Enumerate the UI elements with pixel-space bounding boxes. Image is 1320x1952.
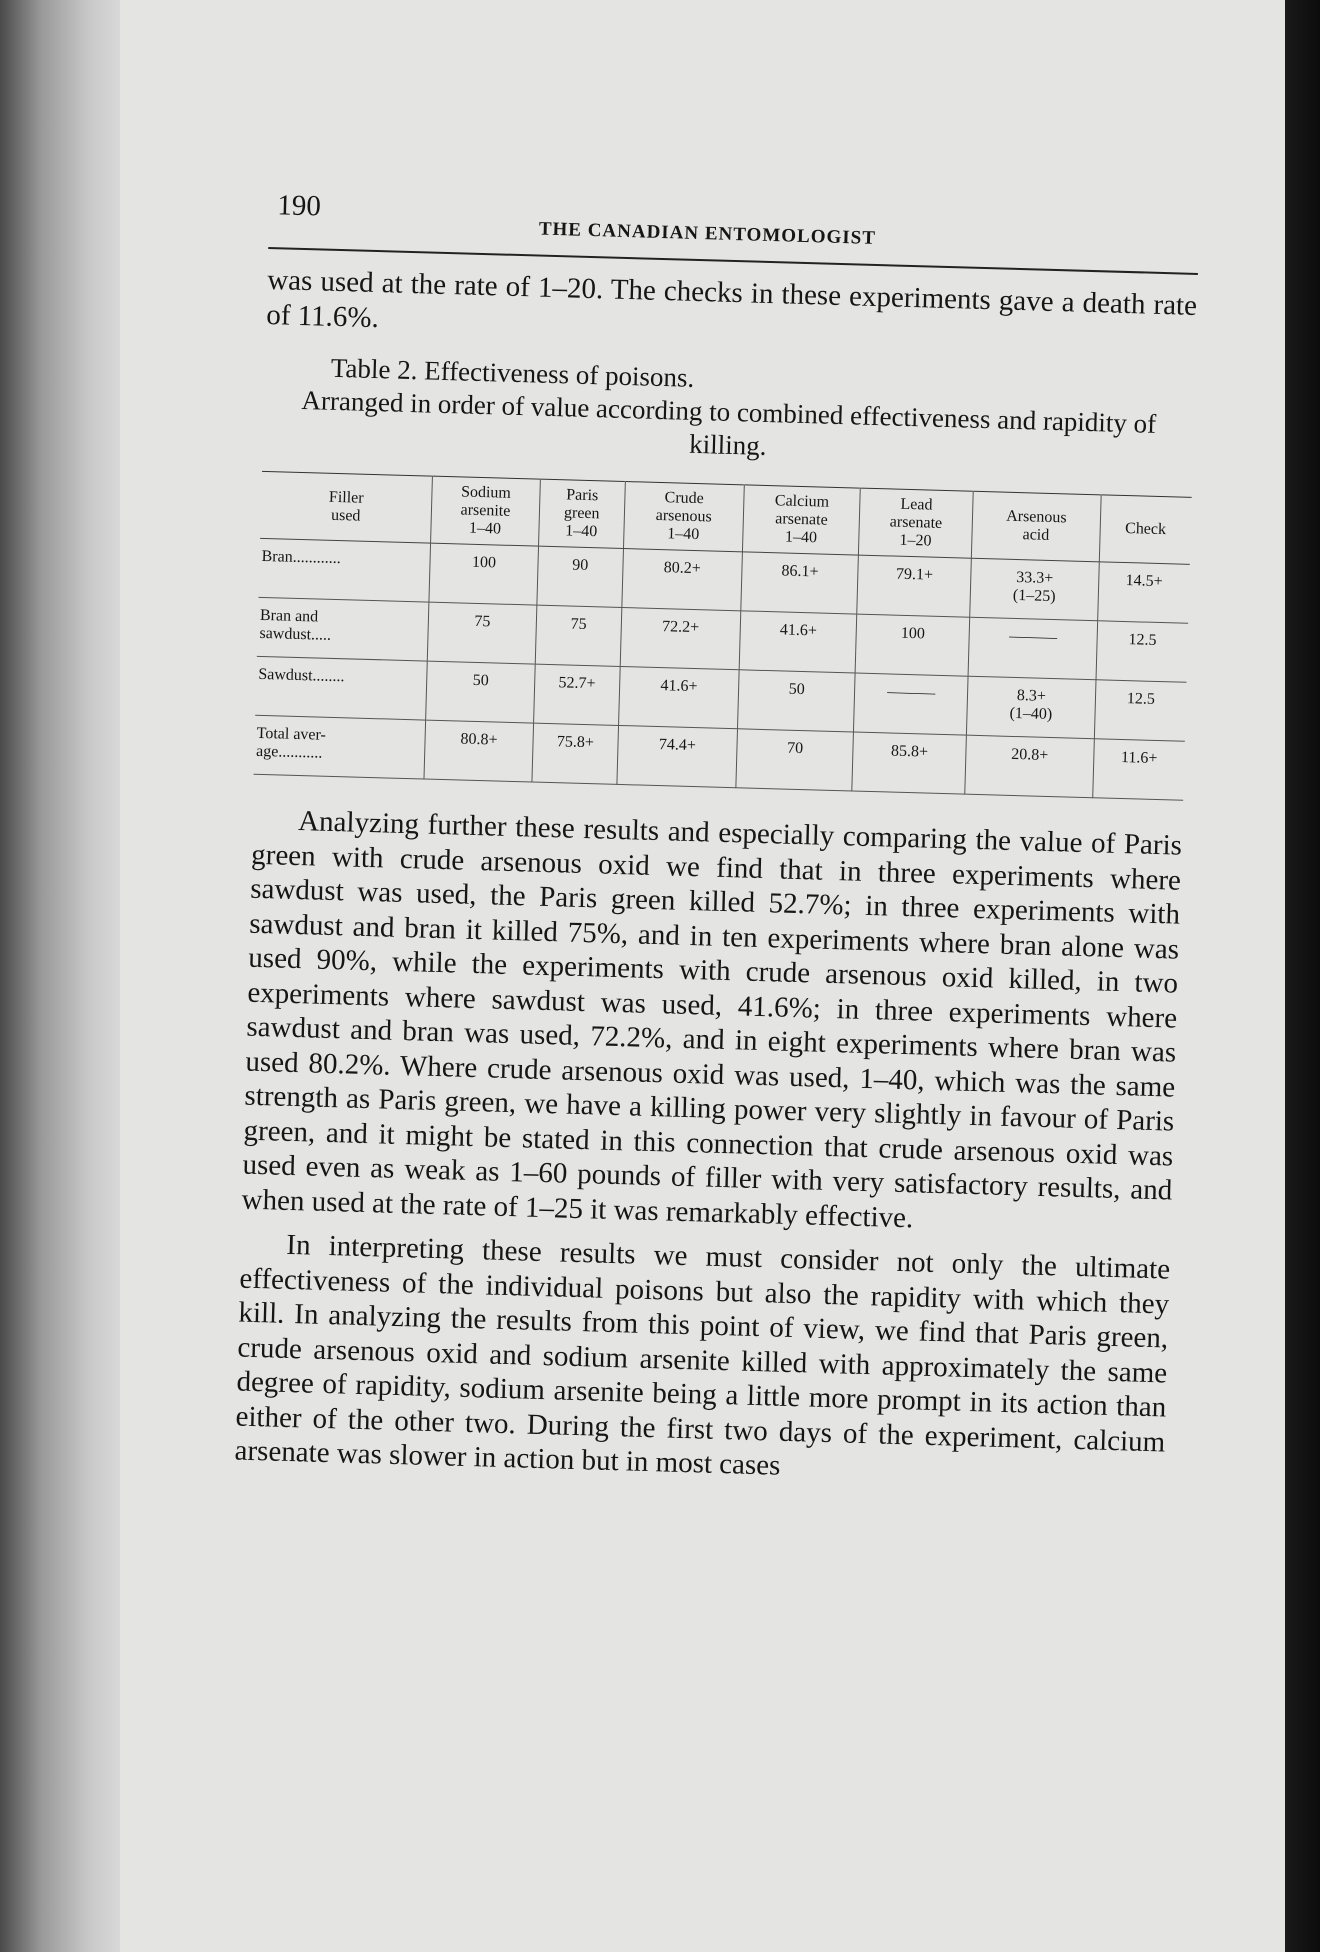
cell-value: 100: [471, 553, 497, 572]
cell-value: 75: [570, 615, 587, 634]
table-caption: [263, 350, 1195, 475]
table-cell: [738, 670, 856, 732]
results-discussion: [234, 803, 1182, 1494]
table-cell: [970, 558, 1099, 621]
column-header-line: arsenous: [655, 506, 712, 526]
column-header-line: 1–20: [899, 531, 932, 550]
column-header-line: arsenate: [889, 513, 943, 532]
opening-paragraph: [266, 263, 1198, 358]
column-header: [1099, 495, 1192, 565]
cell-value: 90: [572, 556, 589, 575]
row-label-line: Total aver-: [256, 724, 327, 744]
cell-value: 20.8+: [1011, 745, 1049, 764]
table-cell: [621, 549, 742, 611]
table-cell: [965, 735, 1094, 798]
column-header: [260, 471, 432, 543]
column-header: [539, 479, 625, 548]
column-header: [623, 482, 744, 552]
table-cell: [426, 661, 536, 723]
column-header-line: 1–40: [666, 525, 700, 544]
table-cell: [855, 614, 969, 676]
table-cell: [620, 607, 741, 669]
row-label-line: Bran............: [261, 547, 341, 568]
table-cell: [741, 552, 859, 614]
column-header-line: Check: [1124, 520, 1167, 539]
column-header-line: arsenate: [775, 510, 828, 529]
table-cell: [537, 546, 623, 607]
cell-value: 75: [474, 612, 491, 631]
table-subtitle: Arranged in order of value according to combined effectiveness and rapidity of killing.: [301, 384, 1157, 461]
effectiveness-table: [254, 471, 1192, 801]
table-cell: [1096, 621, 1188, 683]
table-cell: [532, 723, 618, 784]
table-cell: [968, 617, 1097, 680]
column-header-line: Crude: [664, 489, 705, 508]
table-body: [254, 538, 1190, 800]
column-header: [971, 491, 1100, 562]
page-edge: [1285, 0, 1320, 1952]
column-header-line: 1–40: [565, 522, 598, 541]
table-cell: [857, 555, 971, 617]
page-number: 190: [276, 189, 322, 223]
cell-value: 14.5+: [1125, 572, 1163, 591]
table-cell: [427, 602, 537, 664]
table-title: Table 2. Effectiveness of poisons.: [330, 352, 695, 393]
table-cell: [534, 664, 620, 725]
cell-note: (1–40): [1009, 704, 1053, 724]
opening-text: was used at the rate of 1–20. The checks in these experiments gave a death rate of 11.6%.: [265, 263, 1198, 334]
cell-value: 100: [900, 624, 926, 643]
column-header-line: 1–40: [784, 528, 818, 547]
cell-value: ———: [1008, 627, 1058, 647]
cell-value: 75.8+: [556, 733, 595, 752]
row-label: [254, 715, 426, 779]
page-content: [234, 185, 1199, 1494]
table-cell: [736, 729, 854, 791]
table-cell: [1097, 562, 1189, 624]
row-label-line: Bran and: [259, 606, 319, 626]
column-header: [431, 476, 541, 546]
cell-note: (1–25): [1012, 586, 1056, 606]
table-cell: [616, 725, 737, 787]
cell-value: 80.8+: [460, 730, 498, 749]
cell-value: 72.2+: [661, 618, 700, 637]
table-cell: [424, 720, 534, 782]
cell-value: 70: [786, 739, 804, 758]
column-header-line: Filler: [328, 488, 364, 507]
body-paragraph: In interpreting these results we must consider not only the ultimate effectiveness of the individual poisons but also the rapidity with which they kill. In analyzing the results from this point of view, we find that Paris green, crude arsenous oxid and sodium arsenite killed with approximately the same degree of rapidity, sodium arsenite being a little more prompt in its action than either of the other two. During the first two days of the experiment, calcium arsenate was slower in action but in most cases: [234, 1228, 1171, 1482]
column-header-line: Lead: [900, 495, 933, 514]
row-label-line: sawdust.....: [259, 624, 332, 644]
cell-value: 50: [788, 680, 805, 699]
column-header-line: Calcium: [774, 492, 830, 511]
running-title: THE CANADIAN ENTOMOLOGIST: [538, 218, 877, 249]
cell-value: 11.6+: [1120, 748, 1158, 767]
cell-value: 80.2+: [663, 559, 702, 578]
column-header-line: arsenite: [460, 501, 511, 520]
table-cell: [535, 605, 621, 666]
cell-value: 85.8+: [890, 742, 929, 761]
row-label: [258, 538, 430, 602]
row-label: [257, 597, 429, 661]
table-cell: [739, 611, 857, 673]
column-header-line: Paris: [566, 486, 599, 505]
cell-value: 12.5: [1128, 631, 1157, 649]
column-header-line: Arsenous: [1005, 507, 1067, 527]
table-cell: [1094, 680, 1186, 742]
cell-value: 79.1+: [895, 565, 934, 584]
cell-value: 86.1+: [781, 562, 819, 581]
column-header: [859, 488, 974, 558]
column-header-line: 1–40: [468, 519, 502, 538]
table-cell: [966, 676, 1095, 739]
column-header-line: acid: [1022, 526, 1050, 544]
column-header-line: green: [563, 504, 600, 523]
cell-value: 74.4+: [658, 736, 697, 755]
column-header: [742, 485, 860, 555]
book-binding: [0, 0, 120, 1952]
cell-value: 33.3+: [1015, 568, 1054, 588]
row-label: [255, 656, 427, 720]
cell-value: 8.3+: [1016, 687, 1047, 705]
row-label-line: age...........: [255, 742, 323, 762]
cell-value: ———: [886, 683, 936, 702]
cell-value: 50: [472, 671, 489, 690]
table-cell: [854, 673, 968, 735]
column-header-line: used: [330, 506, 361, 525]
cell-value: 41.6+: [660, 677, 698, 696]
table-cell: [618, 666, 739, 728]
cell-value: 41.6+: [779, 621, 818, 640]
cell-value: 12.5: [1126, 690, 1156, 708]
cell-value: 52.7+: [558, 674, 596, 693]
table-cell: [429, 543, 539, 605]
body-paragraph: Analyzing further these results and especially comparing the value of Paris green with crude arsenous oxid we find that in three experiments where sawdust was used, the Paris green killed 52.7%; in three experiments with sawdust and bran it killed 75%, and in ten experiments where bran alone was used 90%, while the experiments with crude arsenous oxid killed, in two experiments where sawdust was used, 41.6%; in three experiments where sawdust and bran was used, 72.2%, and in eight experiments where bran was used 80.2%. Where crude arsenous oxid was used, 1–40, which was the same strength as Paris green, we have a killing power very slightly in favour of Paris green, and it might be stated in this connection that crude arsenous oxid was used even as weak as 1–60 pounds of filler with very satisfactory results, and when used at the rate of 1–25 it was remarkably effective.: [241, 805, 1183, 1234]
column-header-line: Sodium: [460, 483, 512, 502]
table-cell: [852, 732, 966, 794]
row-label-line: Sawdust........: [258, 665, 345, 686]
table-cell: [1092, 739, 1184, 801]
